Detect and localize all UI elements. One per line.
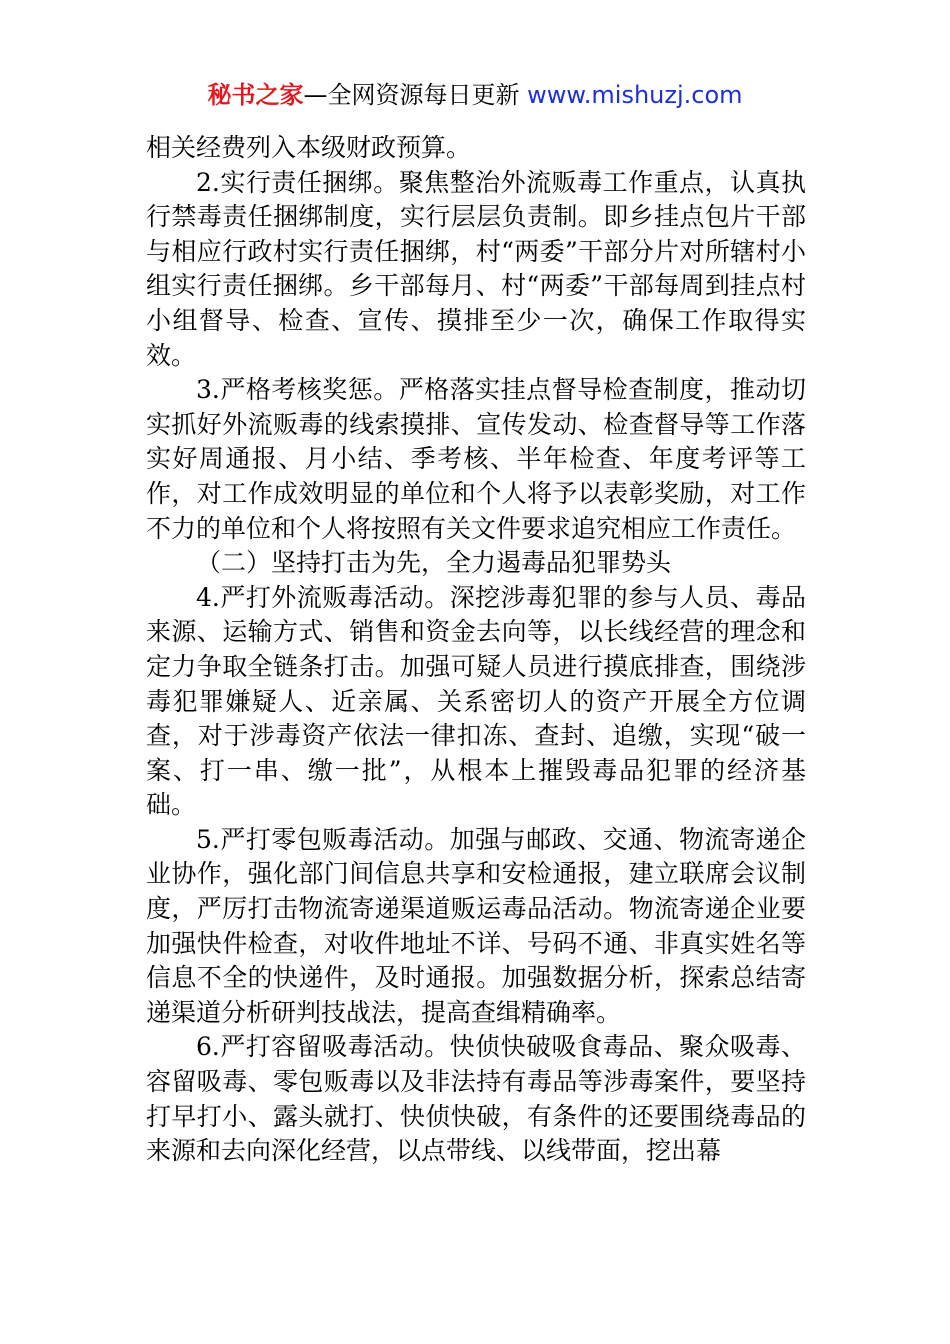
paragraph-item-4: 4.严打外流贩毒活动。深挖涉毒犯罪的参与人员、毒品来源、运输方式、销售和资金去向等，以长线经营的理念和定力争取全链条打击。加强可疑人员进行摸底排查，围绕涉毒犯罪嫌疑人、近亲属、关系密切人的资产开展全方位调查，对于涉毒资产依法一律扣冻、查封、追缴，实现“破一案、打一串、缴一批”，从根本上摧毁毒品犯罪的经济基础。 [146,582,806,820]
section-heading-2: （二）坚持打击为先，全力遏毒品犯罪势头 [196,548,672,578]
header-tagline: —全网资源每日更新 [303,81,528,109]
paragraph-continuation: 相关经费列入本级财政预算。 [146,133,472,162]
brand-name: 秘书之家 [207,81,304,109]
page-header [0,78,950,112]
paragraph-item-5: 5.严打零包贩毒活动。加强与邮政、交通、物流寄递企业协作，强化部门间信息共享和安检通报，建立联席会议制度，严厉打击物流寄递渠道贩运毒品活动。物流寄递企业要加强快件检查，对收件地址不详、号码不通、非真实姓名等信息不全的快递件，及时通报。加强数据分析，探索总结寄递渠道分析研判技战法，提高查缉精确率。 [146,824,806,1027]
paragraph-item-2: 2.实行责任捆绑。聚焦整治外流贩毒工作重点，认真执行禁毒责任捆绑制度，实行层层负责制。即乡挂点包片干部与相应行政村实行责任捆绑，村“两委”干部分片对所辖村小组实行责任捆绑。乡干部每月、村“两委”干部每周到挂点村小组督导、检查、宣传、摸排至少一次，确保工作取得实效。 [146,167,806,370]
paragraph-item-3: 3.严格考核奖惩。严格落实挂点督导检查制度，推动切实抓好外流贩毒的线索摸排、宣传发动、检查督导等工作落实好周通报、月小结、季考核、半年检查、年度考评等工作，对工作成效明显的单位和个人将予以表彰奖励，对工作不力的单位和个人将按照有关文件要求追究相应工作责任。 [146,375,806,543]
document-body [146,131,806,1169]
paragraph-item-6: 6.严打容留吸毒活动。快侦快破吸食毒品、聚众吸毒、容留吸毒、零包贩毒以及非法持有毒品等涉毒案件，要坚持打早打小、露头就打、快侦快破，有条件的还要围绕毒品的来源和去向深化经营，以点带线、以线带面，挖出幕 [146,1032,806,1166]
site-url: www.mishuzj.com [527,81,743,109]
